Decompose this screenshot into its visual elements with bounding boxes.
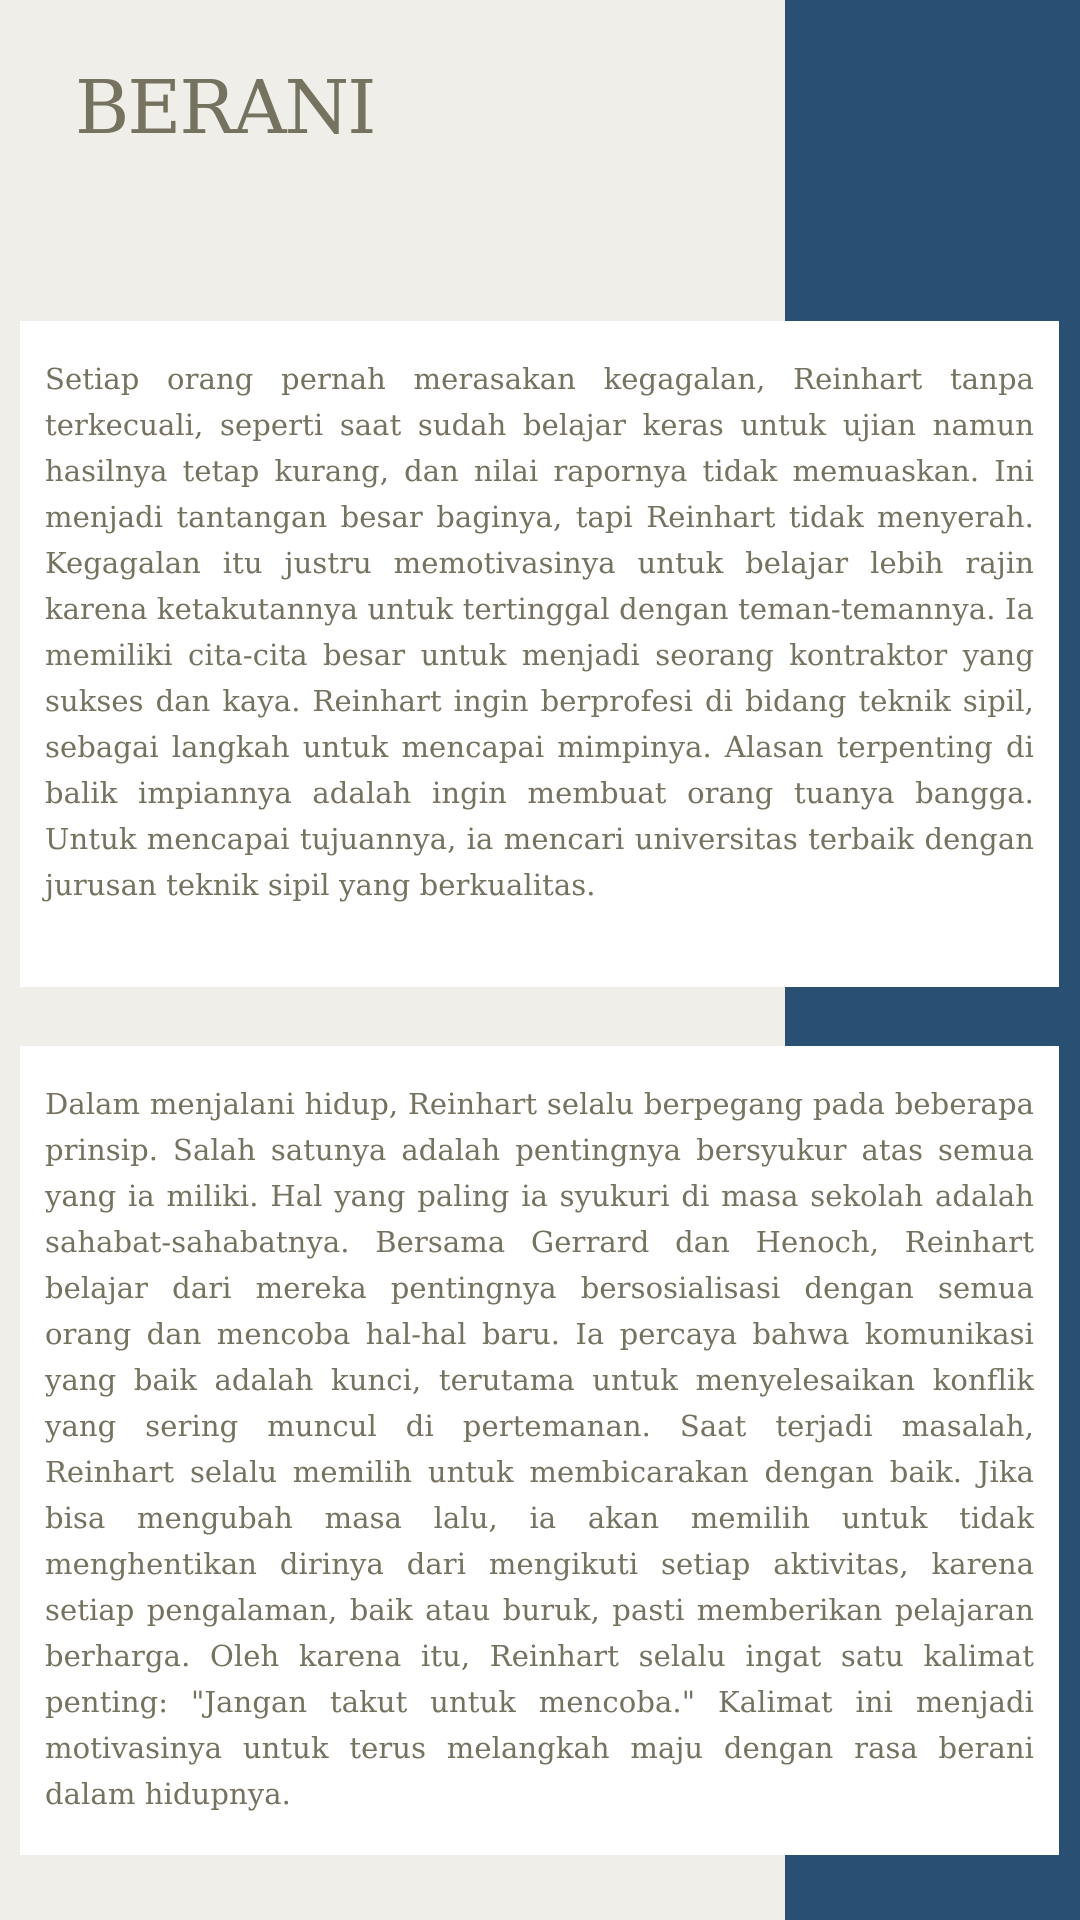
paragraph-1: Setiap orang pernah merasakan kegagalan, Reinhart tanpa terkecuali, seperti saat sudah belajar keras untuk ujian namun hasilnya tetap kurang, dan nilai rapornya tidak memuaskan. Ini menjadi tantangan besar baginya, tapi Reinhart tidak menyerah. Kegagalan itu justru memotivasinya untuk belajar lebih rajin karena ketakutannya untuk tertinggal dengan teman-temannya. Ia memiliki cita-cita besar untuk menjadi seorang kontraktor yang sukses dan kaya. Reinhart ingin berprofesi di bidang teknik sipil, sebagai langkah untuk mencapai mimpinya. Alasan terpenting di balik impiannya adalah ingin membuat orang tuanya bangga. Untuk mencapai tujuannya, ia mencari universitas terbaik dengan jurusan teknik sipil yang berkualitas. <box>45 362 1034 902</box>
paragraph-2: Dalam menjalani hidup, Reinhart selalu berpegang pada beberapa prinsip. Salah satunya adalah pentingnya bersyukur atas semua yang ia miliki. Hal yang paling ia syukuri di masa sekolah adalah sahabat-sahabatnya. Bersama Gerrard dan Henoch, Reinhart belajar dari mereka pentingnya bersosialisasi dengan semua orang dan mencoba hal-hal baru. Ia percaya bahwa komunikasi yang baik adalah kunci, terutama untuk menyelesaikan konflik yang sering muncul di pertemanan. Saat terjadi masalah, Reinhart selalu memilih untuk membicarakan dengan baik. Jika bisa mengubah masa lalu, ia akan memilih untuk tidak menghentikan dirinya dari mengikuti setiap aktivitas, karena setiap pengalaman, baik atau buruk, pasti memberikan pelajaran berharga. Oleh karena itu, Reinhart selalu ingat satu kalimat penting: "Jangan takut untuk mencoba." Kalimat ini menjadi motivasinya untuk terus melangkah maju dengan rasa berani dalam hidupnya. <box>45 1087 1034 1811</box>
page-title: BERANI <box>75 65 375 151</box>
text-card-1 <box>20 321 1059 987</box>
text-card-2 <box>20 1046 1059 1855</box>
